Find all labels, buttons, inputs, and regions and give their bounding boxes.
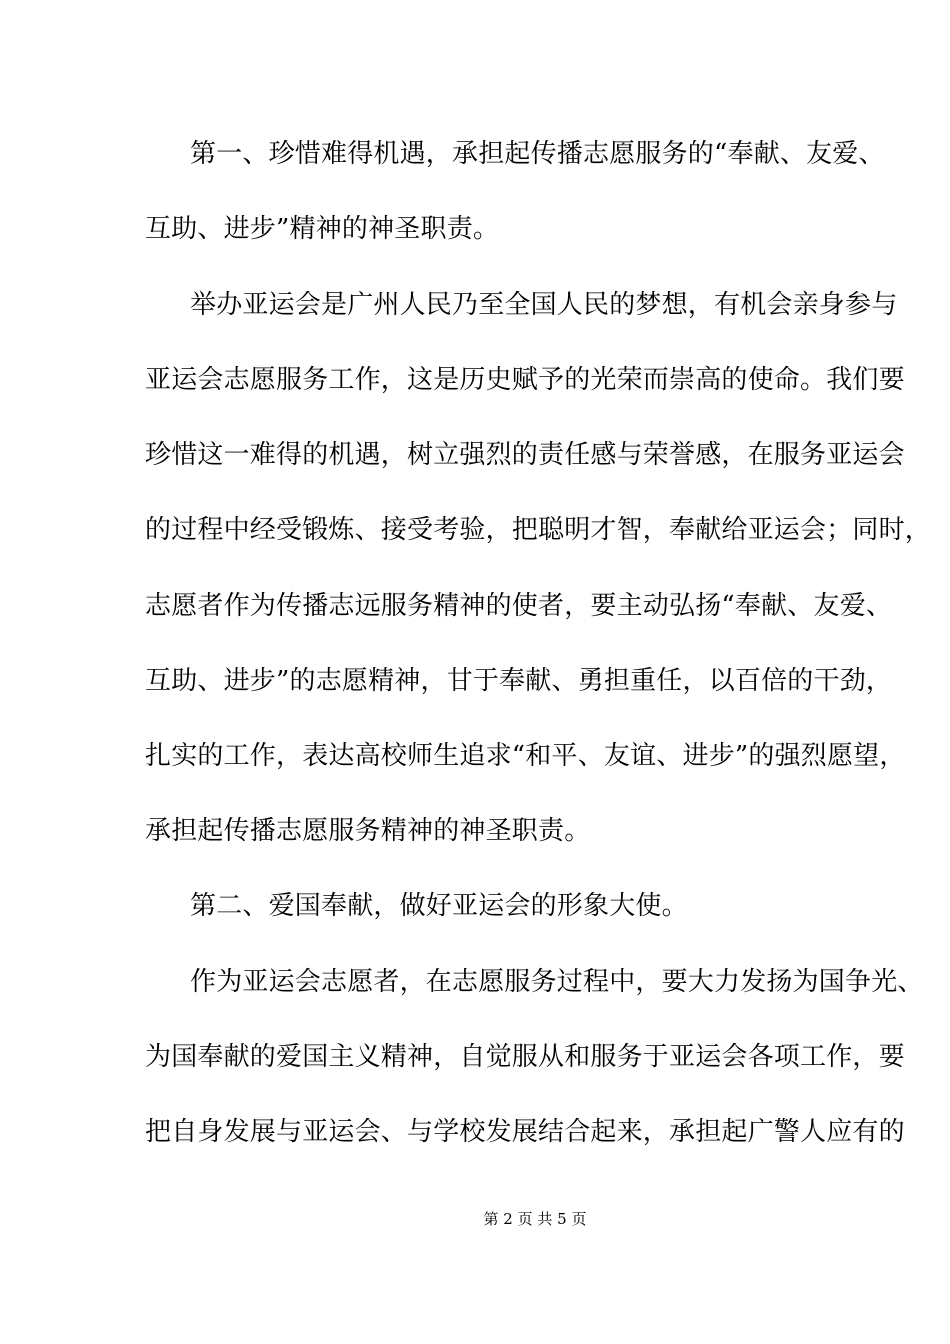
paragraph-2-line-1: 举办亚运会是广州人民乃至全国人民的梦想，有机会亲身参与 [190, 290, 898, 320]
paragraph-2-line-4: 的过程中经受锻炼、接受考验，把聪明才智，奉献给亚运会；同时， [145, 515, 932, 545]
paragraph-4-line-3: 把自身发展与亚运会、与学校发展结合起来，承担起广警人应有的 [145, 1117, 905, 1147]
paragraph-2-line-6: 互助、进步”的志愿精神，甘于奉献、勇担重任，以百倍的干劲， [145, 666, 893, 696]
paragraph-3-heading: 第二、爱国奉献，做好亚运会的形象大使。 [190, 891, 688, 921]
paragraph-4-line-1: 作为亚运会志愿者，在志愿服务过程中，要大力发扬为国争光、 [190, 967, 924, 997]
page-number-footer: 第 2 页 共 5 页 [483, 1210, 587, 1228]
paragraph-2-line-8: 承担起传播志愿服务精神的神圣职责。 [145, 816, 591, 846]
paragraph-2-line-2: 亚运会志愿服务工作，这是历史赋予的光荣而崇高的使命。我们要 [145, 365, 905, 395]
paragraph-1-heading-line-1: 第一、珍惜难得机遇，承担起传播志愿服务的“奉献、友爱、 [190, 139, 885, 169]
paragraph-4-line-2: 为国奉献的爱国主义精神，自觉服从和服务于亚运会各项工作，要 [145, 1042, 905, 1072]
paragraph-2-line-3: 珍惜这一难得的机遇，树立强烈的责任感与荣誉感，在服务亚运会 [145, 440, 905, 470]
paragraph-2-line-7: 扎实的工作，表达高校师生追求“和平、友谊、进步”的强烈愿望， [145, 741, 906, 771]
paragraph-1-heading-line-2: 互助、进步”精神的神圣职责。 [145, 214, 500, 244]
paragraph-2-line-5: 志愿者作为传播志远服务精神的使者，要主动弘扬“奉献、友爱、 [145, 591, 893, 621]
